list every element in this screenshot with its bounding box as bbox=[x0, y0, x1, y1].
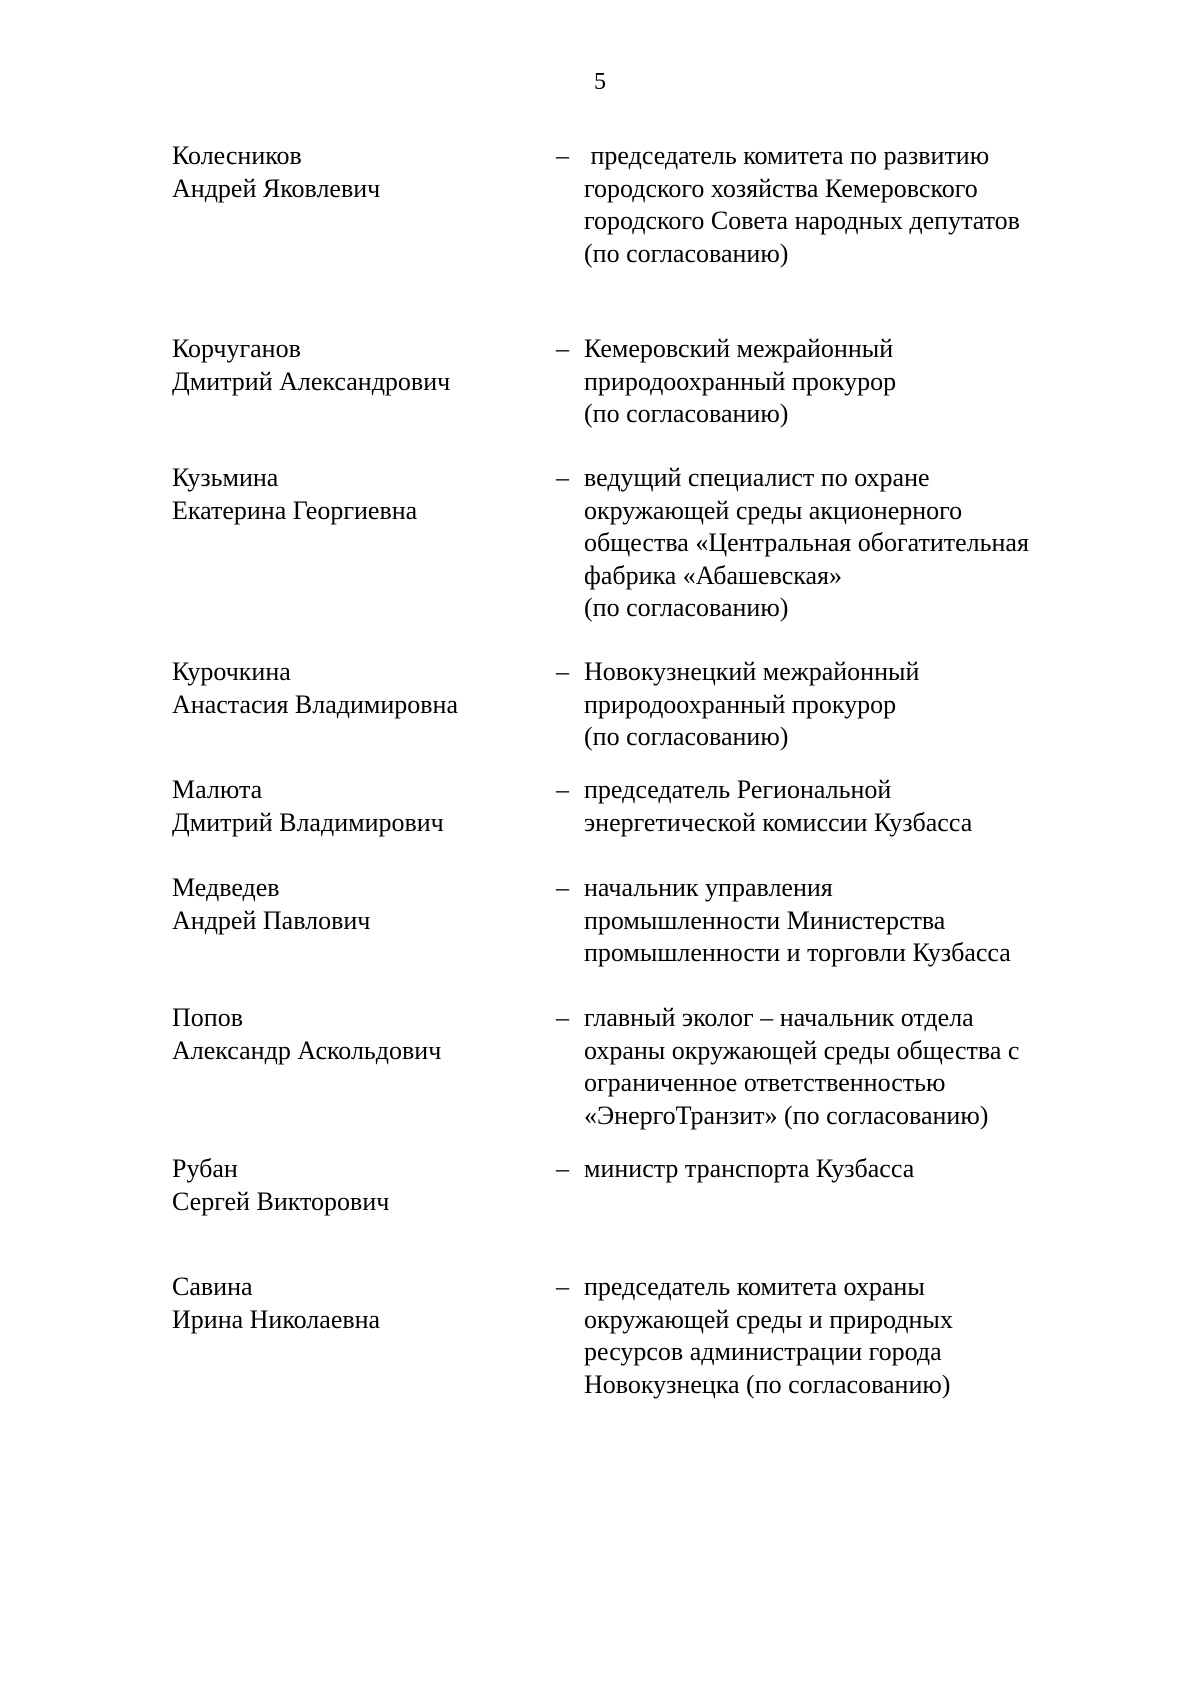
role-line: городского хозяйства Кемеровского bbox=[584, 173, 978, 203]
role-line: городского Совета народных депутатов bbox=[584, 206, 1020, 235]
member-surname: Курочкина bbox=[172, 657, 291, 686]
member-role bbox=[584, 462, 1084, 625]
member-role bbox=[584, 1271, 1084, 1401]
role-line: окружающей среды и природных bbox=[584, 1304, 953, 1334]
member-name bbox=[172, 462, 552, 527]
dash-separator: – bbox=[556, 1003, 569, 1032]
member-name bbox=[172, 1002, 552, 1067]
member-given-names: Сергей Викторович bbox=[172, 1186, 390, 1216]
dash-separator: – bbox=[556, 141, 569, 170]
role-line: общества «Центральная обогатительная bbox=[584, 528, 1029, 557]
member-name bbox=[172, 872, 552, 937]
role-line: «ЭнергоТранзит» (по согласованию) bbox=[584, 1100, 989, 1130]
role-line: председатель комитета по развитию bbox=[584, 141, 990, 170]
role-line: (по согласованию) bbox=[584, 238, 789, 268]
member-given-names: Дмитрий Александрович bbox=[172, 366, 451, 396]
member-name bbox=[172, 774, 552, 839]
member-name bbox=[172, 140, 552, 205]
role-line: ограниченное ответственностью bbox=[584, 1068, 946, 1097]
member-surname: Малюта bbox=[172, 775, 263, 804]
member-surname: Колесников bbox=[172, 141, 302, 170]
member-role bbox=[584, 333, 1084, 431]
role-line: окружающей среды акционерного bbox=[584, 495, 963, 525]
member-given-names: Андрей Павлович bbox=[172, 905, 371, 935]
member-surname: Рубан bbox=[172, 1154, 238, 1183]
role-line: председатель комитета охраны bbox=[584, 1272, 925, 1301]
dash-separator: – bbox=[556, 1154, 569, 1183]
member-role bbox=[584, 140, 1084, 270]
member-name bbox=[172, 1153, 552, 1218]
role-line: Новокузнецка (по согласованию) bbox=[584, 1369, 951, 1399]
member-surname: Кузьмина bbox=[172, 463, 279, 492]
member-surname: Медведев bbox=[172, 873, 280, 902]
dash-separator: – bbox=[556, 1272, 569, 1301]
role-line: председатель Региональной bbox=[584, 775, 892, 804]
role-line: Новокузнецкий межрайонный bbox=[584, 657, 920, 686]
member-surname: Попов bbox=[172, 1003, 243, 1032]
member-role bbox=[584, 872, 1084, 970]
member-surname: Савина bbox=[172, 1272, 253, 1301]
role-line: ведущий специалист по охране bbox=[584, 463, 930, 492]
role-line: ресурсов администрации города bbox=[584, 1337, 942, 1366]
dash-separator: – bbox=[556, 657, 569, 686]
member-given-names: Анастасия Владимировна bbox=[172, 689, 458, 719]
member-role bbox=[584, 656, 1084, 754]
dash-separator: – bbox=[556, 775, 569, 804]
role-line: начальник управления bbox=[584, 873, 833, 902]
role-line: промышленности и торговли Кузбасса bbox=[584, 938, 1011, 967]
member-given-names: Андрей Яковлевич bbox=[172, 173, 381, 203]
role-line: природоохранный прокурор bbox=[584, 366, 897, 396]
dash-separator: – bbox=[556, 334, 569, 363]
dash-separator: – bbox=[556, 873, 569, 902]
member-name bbox=[172, 333, 552, 398]
role-line: природоохранный прокурор bbox=[584, 689, 897, 719]
role-line: Кемеровский межрайонный bbox=[584, 334, 894, 363]
role-line: главный эколог – начальник отдела bbox=[584, 1003, 974, 1032]
member-role bbox=[584, 1153, 1084, 1186]
role-line: охраны окружающей среды общества с bbox=[584, 1035, 1020, 1065]
role-line: министр транспорта Кузбасса bbox=[584, 1154, 915, 1183]
role-line: промышленности Министерства bbox=[584, 905, 946, 935]
role-line: энергетической комиссии Кузбасса bbox=[584, 807, 973, 837]
member-given-names: Ирина Николаевна bbox=[172, 1304, 381, 1334]
dash-separator: – bbox=[556, 463, 569, 492]
member-surname: Корчуганов bbox=[172, 334, 301, 363]
member-given-names: Александр Аскольдович bbox=[172, 1035, 442, 1065]
page-number: 5 bbox=[594, 69, 606, 95]
role-line: фабрика «Абашевская» bbox=[584, 560, 842, 590]
role-line: (по согласованию) bbox=[584, 722, 789, 751]
role-line: (по согласованию) bbox=[584, 593, 789, 622]
member-given-names: Дмитрий Владимирович bbox=[172, 807, 444, 837]
member-role bbox=[584, 774, 1084, 839]
member-role bbox=[584, 1002, 1084, 1132]
member-name bbox=[172, 1271, 552, 1336]
member-name bbox=[172, 656, 552, 721]
member-given-names: Екатерина Георгиевна bbox=[172, 495, 418, 525]
role-line: (по согласованию) bbox=[584, 399, 789, 428]
